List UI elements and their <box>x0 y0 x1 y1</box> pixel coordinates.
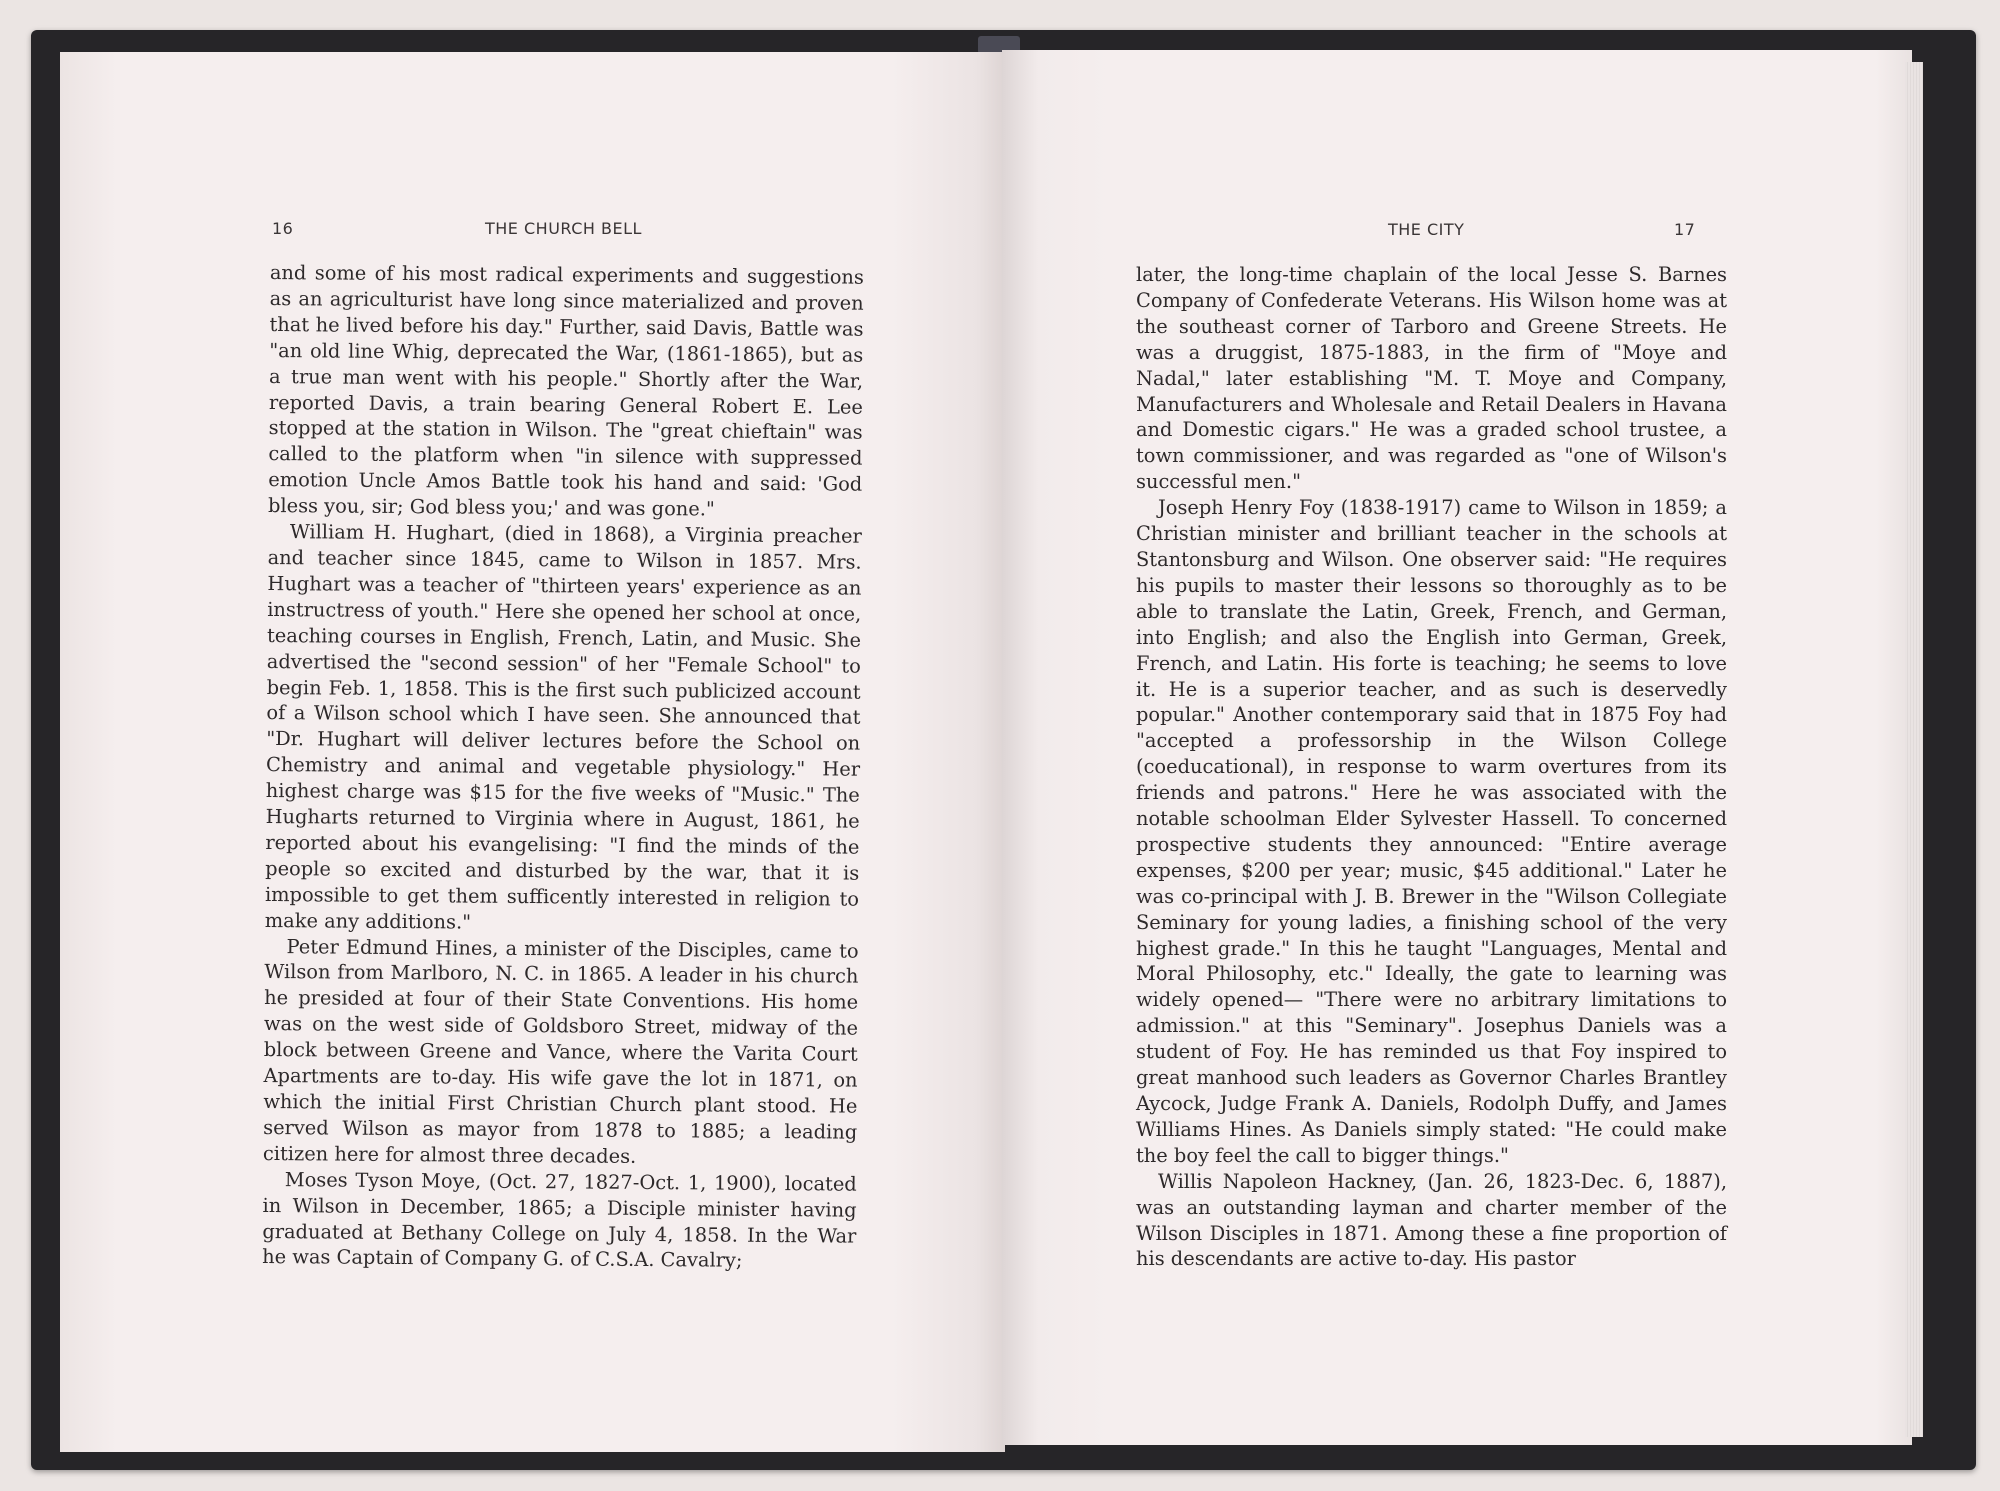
paragraph: Moses Tyson Moye, (Oct. 27, 1827-Oct. 1, 1900), located in Wilson in December, 1865; a Disciple minister having graduated at Bethany College on July 4, 1858. In the War he was Captain of Company G. of C.S.A. Cavalry; <box>262 1167 857 1273</box>
paragraph: later, the long-time chaplain of the local Jesse S. Barnes Company of Confederate Veterans. His Wilson home was at the southeast corner of Tarboro and Greene Streets. He was a druggist, 1875-1883, in the firm of "Moye and Nadal," later establishing "M. T. Moye and Company, Manufacturers and Wholesale and Retail Dealers in Havana and Domestic cigars." He was a graded school trustee, a town commissioner, and was regarded as "one of Wilson's successful men." <box>1136 263 1727 494</box>
paragraph: and some of his most radical experiments and suggestions as an agriculturist have long since materialized and proven that he lived before his day." Further, said Davis, Battle was "an old line Whig, deprecated the War, (1861-1865), but as a true man went with his people." Shortly after the War, reported Davis, a train bearing General Robert E. Lee stopped at the station in Wilson. The "great chieftain" was called to the platform when "in silence with suppressed emotion Uncle Amos Battle took his hand and said: 'God bless you, sir; God bless you;' and was gone." <box>267 260 864 521</box>
paragraph: Willis Napoleon Hackney, (Jan. 26, 1823-Dec. 6, 1887), was an outstanding layman and charter member of the Wilson Disciples in 1871. Among these a fine proportion of his descendants are active to-day. His pastor <box>1136 1169 1727 1271</box>
paragraph: Peter Edmund Hines, a minister of the Disciples, came to Wilson from Marlboro, N. C. in 1865. A leader in his church he presided at four of their State Conventions. His home was on the west side of Goldsboro Street, midway of the block between Greene and Vance, where the Varita Court Apartments are to-day. His wife gave the lot in 1871, on which the initial First Christian Church plant stood. He served Wilson as mayor from 1878 to 1885; a leading citizen here for almost three decades. <box>262 934 859 1168</box>
paragraph: William H. Hughart, (died in 1868), a Virginia preacher and teacher since 1845, came to Wilson in 1857. Mrs. Hughart was a teacher of "thirteen years' experience as an instructress of youth." Here she opened her school at once, teaching courses in English, French, Latin, and Music. She advertised the "second session" of her "Female School" to begin Feb. 1, 1858. This is the first such publicized account of a Wilson school which I have seen. She announced that "Dr. Hughart will deliver lectures before the School on Chemistry and animal and vegetable physiology." Her highest charge was $15 for the five weeks of "Music." The Hugharts returned to Virginia where in August, 1861, he reported about his evangelising: "I find the minds of the people so excited and disturbed by the war, that it is impossible to get them sufficently interested in religion to make any additions." <box>264 520 862 934</box>
page-edges <box>1905 62 1923 1437</box>
right-page-body <box>1136 262 1727 1272</box>
left-running-head: THE CHURCH BELL <box>485 219 642 238</box>
left-page-body <box>262 260 864 1275</box>
right-running-head: THE CITY <box>1388 220 1465 239</box>
left-page-number: 16 <box>272 219 294 238</box>
right-page-number: 17 <box>1674 220 1696 239</box>
paragraph: Joseph Henry Foy (1838-1917) came to Wilson in 1859; a Christian minister and brilliant teacher in the schools at Stantonsburg and Wilson. One observer said: "He requires his pupils to master their lessons so thoroughly as to be able to translate the Latin, Greek, French, and German, into English; and also the English into German, Greek, French, and Latin. His forte is teaching; he seems to love it. He is a superior teacher, and as such is deservedly popular." Another contemporary said that in 1875 Foy had "accepted a professorship in the Wilson College (coeducational), in response to warm overtures from its friends and patrons." Here he was associated with the notable schoolman Elder Sylvester Hassell. To concerned prospective students they announced: "Entire average expenses, $200 per year; music, $45 additional." Later he was co-principal with J. B. Brewer in the "Wilson Collegiate Seminary for young ladies, a finishing school of the very highest grade." In this he taught "Languages, Mental and Moral Philosophy, etc." Ideally, the gate to learning was widely opened— "There were no arbitrary limitations to admission." at this "Seminary". Josephus Daniels was a student of Foy. He has reminded us that Foy inspired to great manhood such leaders as Governor Charles Brantley Aycock, Judge Frank A. Daniels, Rodolph Duffy, and James Williams Hines. As Daniels simply stated: "He could make the boy feel the call to bigger things." <box>1136 496 1727 1167</box>
